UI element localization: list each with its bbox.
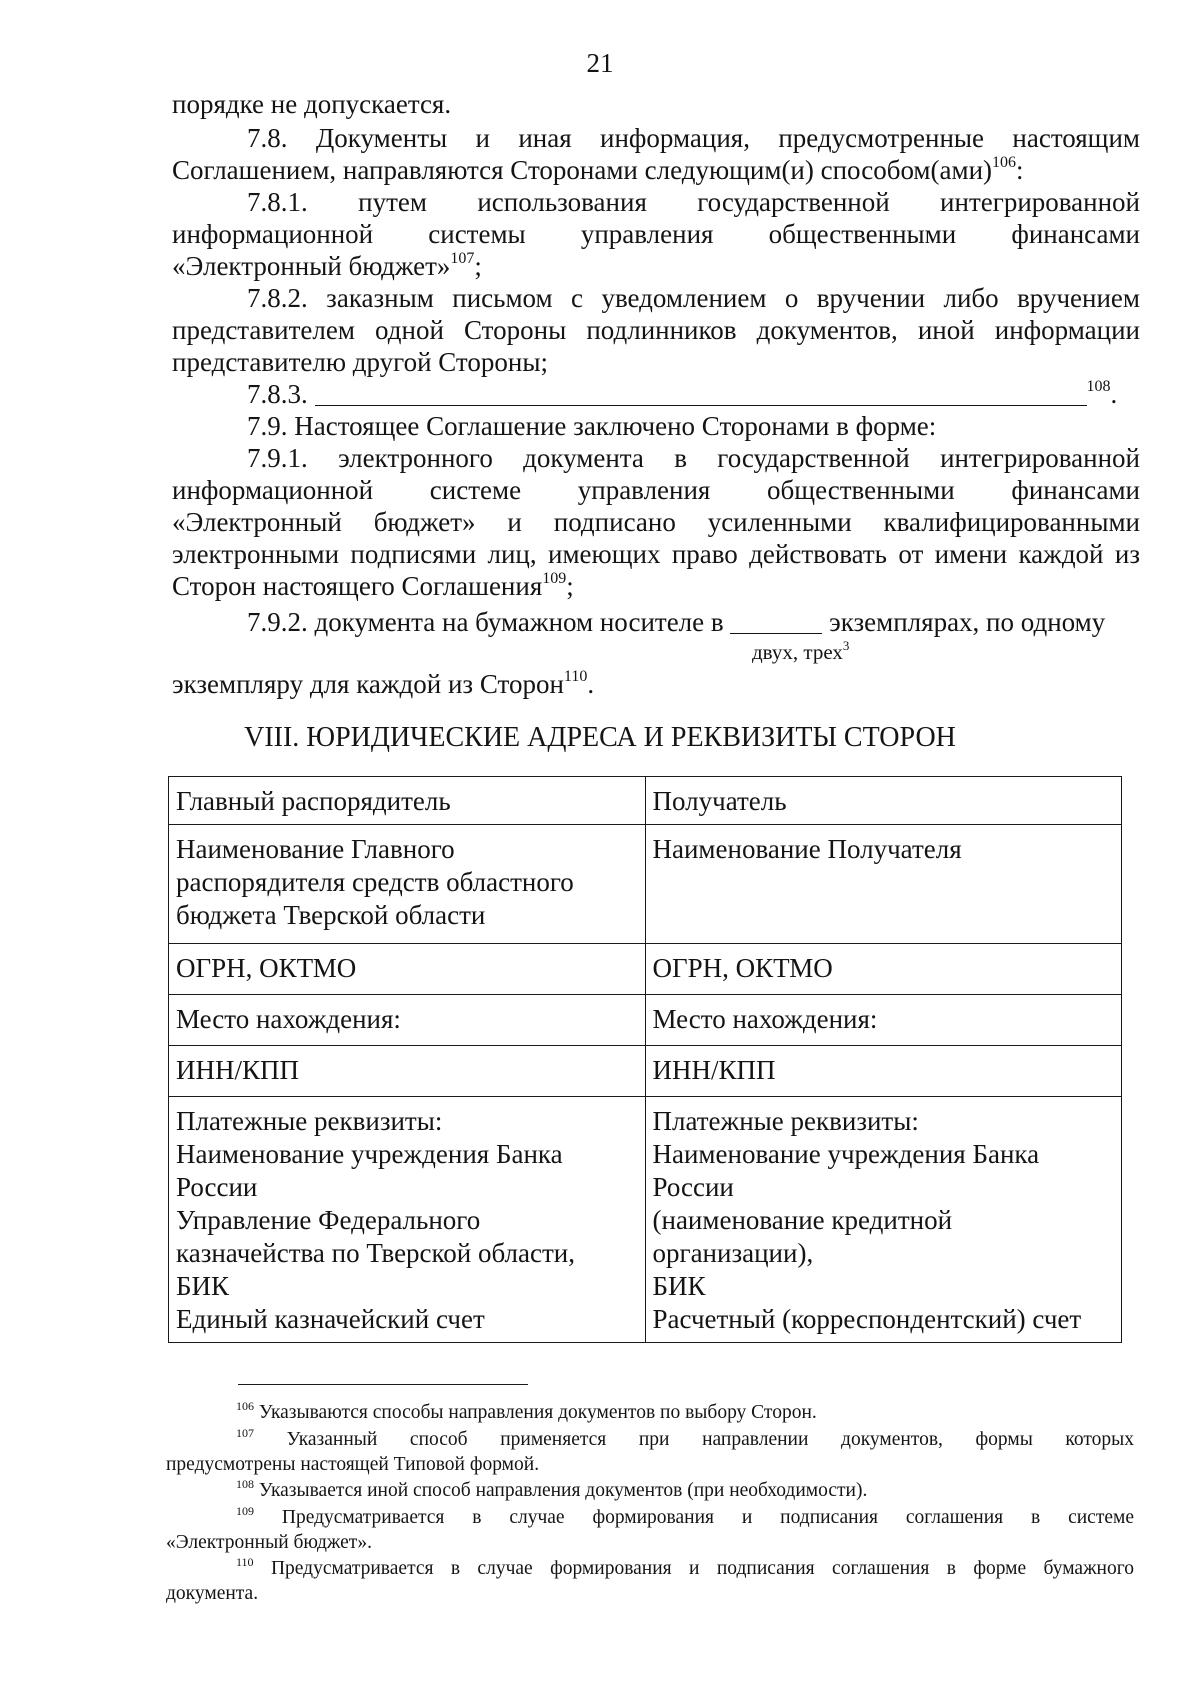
clause-7-9-2: 7.9.2. документа на бумажном носителе в экземплярах, по одному [247, 607, 1106, 637]
clause-7-8-1-cont: информационной системы управления общественными финансами [172, 219, 1140, 249]
table-cell: ОГРН, ОКТМО [169, 944, 646, 995]
body-line: порядке не допускается. [172, 89, 452, 119]
header-cell-main-manager: Главный распорядитель [169, 777, 646, 825]
clause-7-8-1: 7.8.1. путем использования государственной интегрированной [247, 187, 1140, 217]
table-cell: Платежные реквизиты: Наименование учреждения Банка России Управление Федерального казначейства по Тверской области, БИК Единый казначейский счет [169, 1097, 646, 1343]
footnote-ref: 106 [992, 154, 1017, 171]
requisites-table [168, 776, 1122, 1343]
table-cell: Место нахождения: [169, 995, 646, 1046]
table-row [169, 995, 1122, 1046]
footnote-108: $^{108}$ Указывается иной способ направления документов (при необходимости). [236, 1477, 868, 1501]
footnote-separator [238, 1384, 528, 1385]
footnote-110: $^{110}$ Предусматривается в случае формирования и подписания соглашения в форме бумажного документа. [166, 1555, 1134, 1604]
clause-7-9-1-end: Сторон настоящего Соглашения$^{109}$; [172, 570, 574, 601]
table-header-row [169, 777, 1122, 825]
section-title: VIII. ЮРИДИЧЕСКИЕ АДРЕСА И РЕКВИЗИТЫ СТОРОН [244, 722, 956, 753]
fill-in-blank [730, 609, 822, 634]
clause-7-8-3: 7.8.3. $^{108}$. [247, 378, 1118, 409]
footnote-106: $^{106}$ Указываются способы направления документов по выбору Сторон. [236, 1399, 817, 1423]
clause-7-8-2: 7.8.2. заказным письмом с уведомлением о вручении либо вручением [247, 283, 1140, 313]
table-cell: ИНН/КПП [169, 1046, 646, 1097]
footnote-109: $^{109}$ Предусматривается в случае формирования и подписания соглашения в системе «Электронный бюджет». [166, 1504, 1135, 1553]
table-row [169, 825, 1122, 944]
clause-7-8-2-cont: представителем одной Стороны подлинников документов, иной информации [172, 315, 1140, 345]
table-cell: Наименование Получателя [645, 825, 1122, 944]
clause-7-8-cont: Соглашением, направляются Сторонами следующим(и) способом(ами)$^{106}$: [172, 154, 1024, 185]
table-cell: Наименование Главного распорядителя средств областного бюджета Тверской области [169, 825, 646, 944]
table-row [169, 1046, 1122, 1097]
clause-7-9-2-end: экземпляру для каждой из Сторон$^{110}$. [172, 668, 595, 699]
blank-hint: двух, трех$^3$ [752, 638, 850, 664]
table-cell: ОГРН, ОКТМО [645, 944, 1122, 995]
table-row [169, 944, 1122, 995]
header-cell-recipient: Получатель [645, 777, 1122, 825]
footnote-107: $^{107}$ Указанный способ применяется при направлении документов, формы которых предусмотрены настоящей Типовой формой. [166, 1426, 1135, 1475]
fill-in-blank [315, 381, 1087, 406]
clause-7-8-1-end: «Электронный бюджет»$^{107}$; [172, 250, 482, 281]
clause-7-9: 7.9. Настоящее Соглашение заключено Сторонами в форме: [247, 411, 937, 441]
clause-7-8: 7.8. Документы и иная информация, предусмотренные настоящим [247, 123, 1140, 153]
footnote-ref: 110 [563, 668, 588, 685]
footnote-ref: 107 [450, 250, 475, 267]
footnote-ref: 108 [1086, 378, 1111, 395]
clause-7-9-1-cont: электронными подписями лиц, имеющих право действовать от имени каждой из [172, 539, 1140, 569]
clause-7-9-1: 7.9.1. электронного документа в государственной интегрированной [247, 443, 1140, 473]
table-cell: Платежные реквизиты: Наименование учреждения Банка России (наименование кредитной организации), БИК Расчетный (корреспондентский) счет [645, 1097, 1122, 1343]
table-cell: ИНН/КПП [645, 1046, 1122, 1097]
table-cell: Место нахождения: [645, 995, 1122, 1046]
clause-7-8-2-end: представителю другой Стороны; [172, 347, 548, 377]
footnote-ref: 109 [542, 570, 567, 587]
clause-7-9-1-cont: «Электронный бюджет» и подписано усиленными квалифицированными [172, 507, 1140, 537]
clause-7-9-1-cont: информационной системе управления общественными финансами [172, 475, 1140, 505]
table-row [169, 1097, 1122, 1343]
page-number: 21 [586, 48, 614, 78]
